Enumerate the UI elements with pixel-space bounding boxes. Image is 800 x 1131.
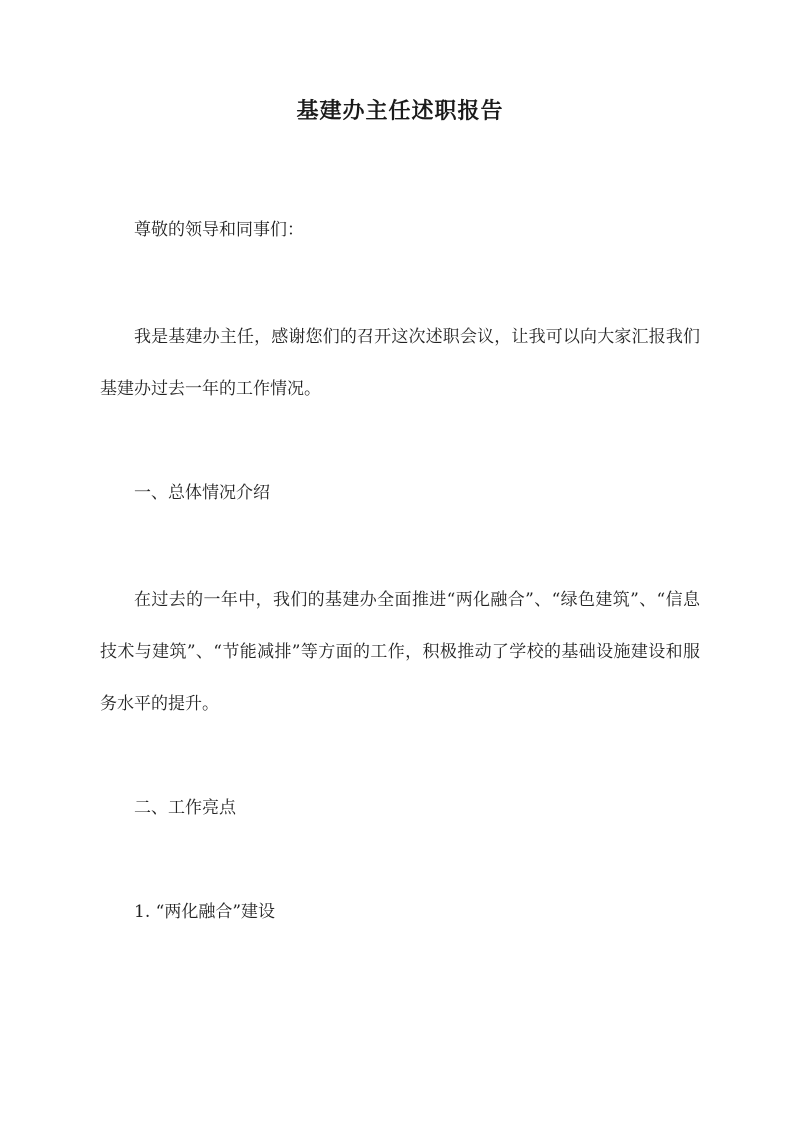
subsection-heading-integration: 1. “两化融合”建设 bbox=[134, 902, 276, 922]
intro-paragraph: 我是基建办主任，感谢您们的召开这次述职会议，让我可以向大家汇报我们基建办过去一年的工作情况。 bbox=[100, 327, 700, 399]
section-heading-highlights: 二、工作亮点 bbox=[134, 798, 236, 818]
section-heading-overview: 一、总体情况介绍 bbox=[134, 483, 270, 503]
overview-paragraph: 在过去的一年中，我们的基建办全面推进“两化融合”、“绿色建筑”、“信息技术与建筑”、“节能减排”等方面的工作，积极推动了学校的基础设施建设和服务水平的提升。 bbox=[100, 590, 700, 714]
greeting-line: 尊敬的领导和同事们： bbox=[134, 220, 304, 240]
page-title: 基建办主任述职报告 bbox=[296, 98, 504, 124]
